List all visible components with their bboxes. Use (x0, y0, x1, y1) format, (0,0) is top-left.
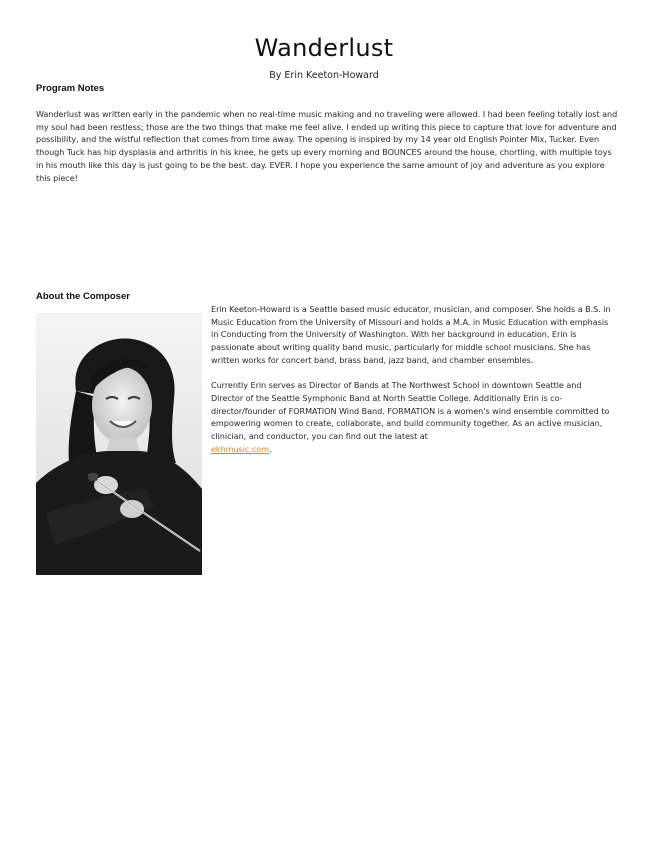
composer-photo (36, 313, 202, 575)
composer-bio (211, 303, 613, 455)
piece-title: Wanderlust (254, 34, 394, 62)
bio-paragraph-2-text: Currently Erin serves as Director of Bands at The Northwest School in downtown Seattle and Director of the Seattle Symphonic Band at North Seattle College. Additionally Erin is co-director/founder of FORMATION Wind Band. FORMATION is a women's wind ensemble committed to empowering women to create, collaborate, and build community together. As an active musician, clinician, and conductor, you can find out the latest at (211, 380, 610, 442)
composer-byline: By Erin Keeton-Howard (269, 70, 379, 81)
composer-website-link[interactable]: ekhmusic.com (211, 443, 269, 454)
bio-paragraph-1: Erin Keeton-Howard is a Seattle based music educator, musician, and composer. She holds a B.S. in Music Education from the University of Missouri and holds a M.A. in Music Education with emphasis in Conducting from the University of Washington. With her background in education, Erin is passionate about writing quality band music, particularly for middle school musicians. She has written works for concert band, brass band, jazz band, and chamber ensembles. (211, 304, 611, 365)
program-notes-text: Wanderlust was written early in the pandemic when no real-time music making and no traveling were allowed. I had been feeling totally lost and my soul had been restless; those are the two things that make me feel alive. I ended up writing this piece to capture that love for adventure and possibility, and the wistful reflection that comes from time away. The opening is inspired by my 14 year old English Pointer Mix, Tucker. Even though Tuck has hip dysplasia and arthritis in his knee, he gets up every morning and BOUNCES around the house, chortling, with multiple toys in his mouth like this day is just going to be the best. day. EVER. I hope you experience the same amount of joy and adventure as you explore this piece! (36, 109, 618, 183)
bio-paragraph-2 (211, 379, 613, 455)
composer-portrait-image (36, 313, 202, 575)
link-trailing-punctuation: . (269, 443, 272, 454)
program-notes-heading: Program Notes (36, 83, 105, 94)
about-composer-heading: About the Composer (36, 291, 130, 302)
